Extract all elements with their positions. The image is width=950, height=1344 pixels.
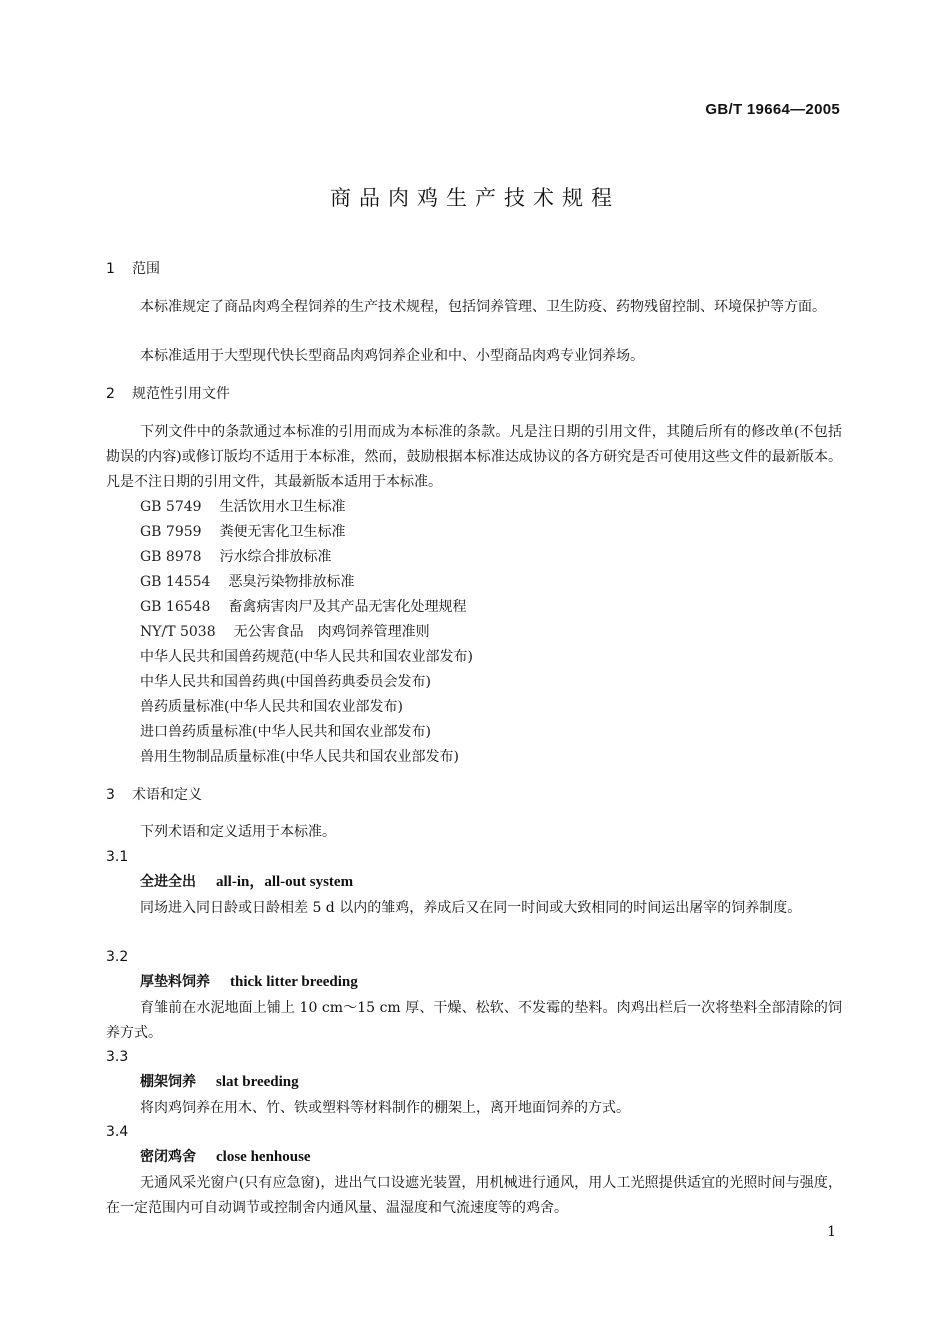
reference-name: 畜禽病害肉尸及其产品无害化处理规程	[228, 599, 467, 615]
section-2-heading	[106, 383, 842, 405]
reference-item	[140, 545, 332, 570]
section-1-paragraph-1: 本标准规定了商品肉鸡全程饲养的生产技术规程，包括饲养管理、卫生防疫、药物残留控制、环境保护等方面。	[140, 299, 826, 315]
term-chinese: 棚架饲养	[140, 1074, 196, 1090]
reference-name: 进口兽药质量标准(中华人民共和国农业部发布)	[140, 724, 431, 740]
reference-code: GB 16548	[140, 599, 211, 615]
reference-item	[140, 695, 403, 720]
section-number: 1	[106, 261, 115, 277]
page-number: 1	[827, 1224, 836, 1240]
reference-name: 中华人民共和国兽药规范(中华人民共和国农业部发布)	[140, 649, 473, 665]
reference-item	[140, 645, 473, 670]
term-name	[140, 1146, 311, 1168]
section-3-intro: 下列术语和定义适用于本标准。	[140, 824, 336, 840]
term-name	[140, 971, 358, 993]
reference-item	[140, 595, 466, 620]
term-number: 3.4	[106, 1124, 129, 1140]
term-definition: 同场进入同日龄或日龄相差 5 d 以内的雏鸡，养成后又在同一时间或大致相同的时间运出屠宰的饲养制度。	[140, 900, 802, 916]
standard-code: GB/T 19664—2005	[705, 101, 840, 118]
reference-item	[140, 570, 354, 595]
term-definition: 无通风采光窗户(只有应急窗)，进出气口设遮光装置，用机械进行通风，用人工光照提供适宜的光照时间与强度，在一定范围内可自动调节或控制舍内通风量、温湿度和气流速度等的鸡舍。	[106, 1175, 842, 1216]
reference-code: GB 14554	[140, 574, 211, 590]
reference-name: 粪便无害化卫生标准	[219, 524, 346, 540]
term-chinese: 厚垫料饲养	[140, 974, 210, 990]
reference-code: GB 5749	[140, 499, 202, 515]
term-number: 3.3	[106, 1049, 129, 1065]
reference-item	[140, 670, 431, 695]
reference-item	[140, 745, 459, 770]
term-number: 3.1	[106, 849, 129, 865]
term-chinese: 全进全出	[140, 874, 196, 890]
reference-code: GB 8978	[140, 549, 202, 565]
section-3-heading	[106, 784, 842, 806]
section-2-intro: 下列文件中的条款通过本标准的引用而成为本标准的条款。凡是注日期的引用文件，其随后所有的修改单(不包括勘误的内容)或修订版均不适用于本标准，然而，鼓励根据本标准达成协议的各方研究是否可使用这些文件的最新版本。凡是不注日期的引用文件，其最新版本适用于本标准。	[106, 424, 842, 490]
term-english: close henhouse	[216, 1149, 311, 1165]
reference-name: 中华人民共和国兽药典(中国兽药典委员会发布)	[140, 674, 431, 690]
term-definition: 育雏前在水泥地面上铺上 10 cm～15 cm 厚、干燥、松软、不发霉的垫料。肉鸡出栏后一次将垫料全部清除的饲养方式。	[106, 1000, 842, 1041]
section-title: 范围	[132, 261, 160, 277]
section-title: 术语和定义	[132, 787, 202, 803]
term-name	[140, 1071, 299, 1093]
reference-name: 兽药质量标准(中华人民共和国农业部发布)	[140, 699, 403, 715]
term-name	[140, 871, 353, 893]
term-english: thick litter breeding	[230, 974, 358, 990]
section-1-paragraph-2: 本标准适用于大型现代快长型商品肉鸡饲养企业和中、小型商品肉鸡专业饲养场。	[140, 348, 644, 364]
reference-name: 生活饮用水卫生标准	[219, 499, 346, 515]
term-definition: 将肉鸡饲养在用木、竹、铁或塑料等材料制作的棚架上，离开地面饲养的方式。	[140, 1100, 630, 1116]
term-english: slat breeding	[216, 1074, 299, 1090]
reference-code: NY/T 5038	[140, 624, 216, 640]
section-1-heading	[106, 258, 842, 280]
reference-item	[140, 620, 430, 645]
term-english: all-in，all-out system	[216, 874, 354, 890]
term-chinese: 密闭鸡舍	[140, 1149, 196, 1165]
section-number: 2	[106, 386, 115, 402]
reference-item	[140, 495, 346, 520]
reference-name: 污水综合排放标准	[219, 549, 332, 565]
section-title: 规范性引用文件	[132, 386, 230, 402]
reference-code: GB 7959	[140, 524, 202, 540]
section-number: 3	[106, 787, 115, 803]
reference-name: 无公害食品 肉鸡饲养管理准则	[233, 624, 430, 640]
term-number: 3.2	[106, 949, 129, 965]
reference-item	[140, 520, 346, 545]
reference-item	[140, 720, 431, 745]
reference-name: 恶臭污染物排放标准	[228, 574, 355, 590]
document-title: 商品肉鸡生产技术规程	[330, 186, 620, 210]
reference-name: 兽用生物制品质量标准(中华人民共和国农业部发布)	[140, 749, 459, 765]
